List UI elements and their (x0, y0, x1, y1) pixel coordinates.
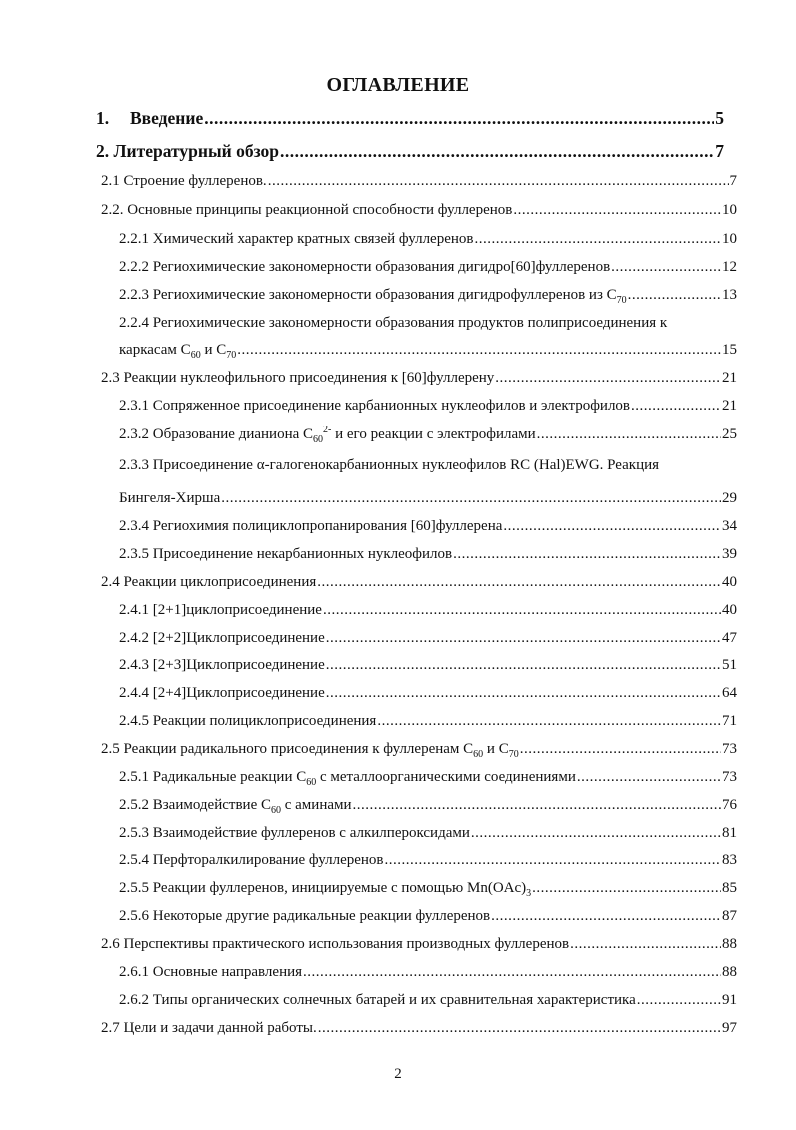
toc-entry-label: 2.6.2 Типы органических солнечных батарей и их сравнительная характеристика (119, 992, 636, 1008)
toc-entry-2-2-2[interactable] (119, 259, 737, 276)
toc-entry-2-4-4[interactable] (119, 685, 737, 702)
toc-entry-label: 2.3.1 Сопряженное присоединение карбанионных нуклеофилов и электрофилов (119, 398, 631, 414)
toc-entry-label: 2.4.4 [2+4]Циклоприсоединение (119, 685, 325, 701)
toc-entry-2-5-4[interactable] (119, 852, 737, 869)
toc-entry-page: 51 (722, 657, 737, 673)
toc-leader-dots (491, 908, 721, 925)
toc-entry-2-5[interactable] (101, 741, 737, 758)
toc-entry-page: 47 (722, 630, 737, 646)
subscript: 60 (190, 350, 201, 359)
toc-entry-label: 2.2.2 Региохимические закономерности образования дигидро[60]фуллеренов (119, 259, 611, 275)
toc-entry-2-4-2[interactable] (119, 630, 737, 647)
toc-entry-label: 2.4.2 [2+2]Циклоприсоединение (119, 630, 325, 646)
toc-entry-literature-review[interactable] (96, 141, 724, 162)
toc-leader-dots (377, 713, 721, 730)
toc-entry-page: 85 (722, 880, 737, 896)
toc-entry-label: 2.5.4 Перфторалкилирование фуллеренов (119, 852, 384, 868)
toc-entry-page: 7 (715, 141, 724, 161)
toc-leader-dots (471, 825, 721, 842)
subscript: 60 (473, 749, 484, 758)
toc-entry-2-3-3[interactable] (119, 490, 737, 507)
toc-entry-label: 2.2.1 Химический характер кратных связей фуллеренов (119, 231, 474, 247)
subscript: 60 (313, 434, 324, 443)
superscript: 2- (323, 426, 332, 435)
toc-entry-page: 87 (722, 908, 737, 924)
toc-entry-label: 2.7 Цели и задачи данной работы. (101, 1020, 317, 1036)
toc-leader-dots (628, 287, 721, 304)
toc-entry-label: каркасам C (119, 342, 191, 358)
toc-entry-page: 29 (722, 490, 737, 506)
toc-leader-dots (326, 657, 721, 674)
toc-entry-2-3[interactable] (101, 370, 737, 387)
toc-entry-page: 83 (722, 852, 737, 868)
toc-entry-2-2-4-line1[interactable]: 2.2.4 Региохимические закономерности образования продуктов полиприсоединения к (119, 315, 668, 331)
toc-entry-2-5-6[interactable] (119, 908, 737, 925)
toc-entry-label: 2.4 Реакции циклоприсоединения (101, 574, 317, 590)
toc-leader-dots (474, 231, 721, 248)
toc-entry-2-3-3-line1[interactable]: 2.3.3 Присоединение α-галогенокарбанионных нуклеофилов RC (Hal)EWG. Реакция (119, 457, 660, 473)
toc-entry-label: 2.5.1 Радикальные реакции C (119, 769, 307, 785)
toc-leader-dots (385, 852, 721, 869)
toc-entry-2-6[interactable] (101, 936, 737, 953)
page-number: 2 (394, 1066, 402, 1082)
toc-leader-dots (326, 685, 721, 702)
toc-entry-label: и его реакции с электрофилами (331, 426, 536, 442)
toc-entry-page: 73 (722, 741, 737, 757)
subscript: 70 (226, 350, 237, 359)
toc-entry-2-4-3[interactable] (119, 657, 737, 674)
toc-leader-dots (280, 141, 714, 162)
toc-leader-dots (268, 173, 729, 190)
toc-leader-dots (503, 518, 721, 535)
toc-entry-page: 40 (722, 574, 737, 590)
toc-entry-2-3-4[interactable] (119, 518, 737, 535)
toc-entry-page: 76 (722, 797, 737, 813)
toc-leader-dots (323, 602, 721, 619)
toc-leader-dots (353, 797, 721, 814)
toc-entry-2-2[interactable] (101, 202, 737, 219)
toc-leader-dots (221, 490, 721, 507)
toc-entry-label: и C (483, 741, 509, 757)
toc-leader-dots (532, 880, 721, 897)
toc-entry-page: 21 (722, 398, 737, 414)
toc-entry-page: 21 (722, 370, 737, 386)
toc-entry-label: 2.3.5 Присоединение некарбанионных нуклеофилов (119, 546, 453, 562)
toc-entry-page: 15 (722, 342, 737, 358)
toc-entry-2-6-2[interactable] (119, 992, 737, 1009)
toc-leader-dots (317, 574, 721, 591)
subscript: 70 (508, 749, 519, 758)
toc-entry-label: 2.5.2 Взаимодействие C (119, 797, 271, 813)
toc-entry-2-4-5[interactable] (119, 713, 737, 730)
toc-entry-label: Введение (130, 108, 204, 128)
toc-entry-2-1[interactable] (101, 173, 737, 190)
toc-entry-page: 5 (715, 108, 724, 128)
toc-entry-2-7[interactable] (101, 1020, 737, 1037)
toc-entry-label: 2.6 Перспективы практического использования производных фуллеренов (101, 936, 570, 952)
toc-entry-number: 1. (96, 108, 110, 128)
toc-entry-label: 2.5.6 Некоторые другие радикальные реакции фуллеренов (119, 908, 491, 924)
toc-leader-dots (520, 741, 721, 758)
toc-entry-page: 71 (722, 713, 737, 729)
toc-entry-page: 34 (722, 518, 737, 534)
toc-entry-page: 73 (722, 769, 737, 785)
toc-entry-label: 2.5 Реакции радикального присоединения к фуллеренам C (101, 741, 474, 757)
toc-entry-page: 25 (722, 426, 737, 442)
toc-entry-page: 13 (722, 287, 737, 303)
subscript: 60 (270, 805, 281, 814)
toc-entry-label: 2.5.3 Взаимодействие фуллеренов с алкилпероксидами (119, 825, 470, 841)
toc-entry-2-2-4[interactable] (119, 342, 737, 359)
toc-leader-dots (237, 342, 721, 359)
page-title: ОГЛАВЛЕНИЕ (326, 74, 470, 96)
toc-entry-2-4-1[interactable] (119, 602, 737, 619)
toc-entry-page: 88 (722, 936, 737, 952)
toc-entry-page: 97 (722, 1020, 737, 1036)
toc-entry-2-5-1[interactable] (119, 769, 737, 786)
toc-entry-label: 2.6.1 Основные направления (119, 964, 303, 980)
toc-entry-label: 2.2. Основные принципы реакционной способности фуллеренов (101, 202, 513, 218)
toc-entry-page: 10 (722, 231, 737, 247)
toc-entry-label: 2.4.5 Реакции полициклоприсоединения (119, 713, 377, 729)
toc-leader-dots (318, 1020, 721, 1037)
toc-entry-label: 2.3 Реакции нуклеофильного присоединения к [60]фуллерену (101, 370, 495, 386)
toc-entry-label: с аминами (280, 797, 352, 813)
toc-entry-label: 2. Литературный обзор (96, 141, 279, 161)
toc-leader-dots (513, 202, 721, 219)
toc-entry-page: 7 (729, 173, 737, 189)
toc-entry-label: 2.5.5 Реакции фуллеренов, инициируемые с помощью Mn(OAc) (119, 880, 527, 896)
toc-leader-dots (537, 426, 721, 443)
toc-leader-dots (495, 370, 721, 387)
toc-entry-page: 64 (722, 685, 737, 701)
toc-entry-2-6-1[interactable] (119, 964, 737, 981)
subscript: 60 (306, 777, 317, 786)
toc-leader-dots (326, 630, 721, 647)
toc-entry-label: 2.4.1 [2+1]циклоприсоединение (119, 602, 322, 618)
toc-entry-2-3-2[interactable] (119, 426, 737, 443)
subscript: 70 (616, 295, 627, 304)
toc-entry-2-5-5[interactable] (119, 880, 737, 897)
toc-entry-page: 81 (722, 825, 737, 841)
toc-entry-page: 39 (722, 546, 737, 562)
toc-entry-2-2-1[interactable] (119, 231, 737, 248)
toc-leader-dots (204, 108, 714, 129)
toc-leader-dots (631, 398, 721, 415)
toc-entry-2-3-1[interactable] (119, 398, 737, 415)
toc-entry-page: 91 (722, 992, 737, 1008)
toc-entry-label: Бингеля-Хирша (119, 490, 221, 506)
toc-entry-page: 88 (722, 964, 737, 980)
toc-leader-dots (570, 936, 721, 953)
toc-entry-introduction[interactable] (96, 108, 724, 129)
toc-leader-dots (637, 992, 721, 1009)
toc-entry-label: и C (200, 342, 227, 358)
toc-leader-dots (303, 964, 721, 981)
subscript: 3 (526, 888, 532, 897)
toc-entry-label: 2.4.3 [2+3]Циклоприсоединение (119, 657, 325, 673)
toc-entry-2-5-2[interactable] (119, 797, 737, 814)
toc-entry-2-3-5[interactable] (119, 546, 737, 563)
toc-entry-page: 10 (722, 202, 737, 218)
toc-entry-page: 12 (722, 259, 737, 275)
toc-leader-dots (577, 769, 721, 786)
toc-entry-label: 2.3.2 Образование дианиона C (119, 426, 314, 442)
toc-entry-label: 2.2.3 Региохимические закономерности образования дигидрофуллеренов из C (119, 287, 617, 303)
toc-leader-dots (611, 259, 721, 276)
toc-leader-dots (453, 546, 721, 563)
toc-entry-2-5-3[interactable] (119, 825, 737, 842)
toc-entry-page: 40 (722, 602, 737, 618)
toc-entry-label: 2.3.4 Региохимия полициклопропанирования [60]фуллерена (119, 518, 503, 534)
toc-entry-2-2-3[interactable] (119, 287, 737, 304)
toc-entry-label: 2.1 Строение фуллеренов. (101, 173, 267, 189)
toc-entry-label: с металлоорганическими соединениями (316, 769, 576, 785)
toc-entry-2-4[interactable] (101, 574, 737, 591)
